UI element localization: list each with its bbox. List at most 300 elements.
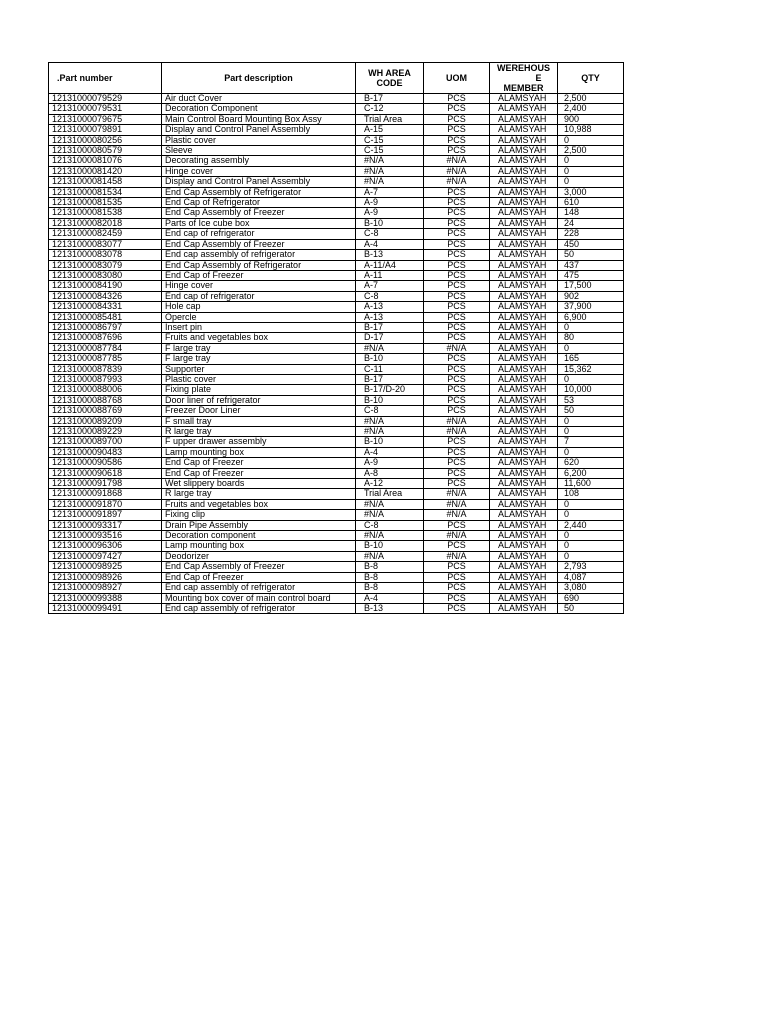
cell-warehouse-member: ALAMSYAH: [490, 177, 558, 187]
cell-wh-area-code: A-9: [356, 198, 424, 208]
cell-part-description: Fruits and vegetables box: [162, 499, 356, 509]
cell-wh-area-code: #N/A: [356, 177, 424, 187]
cell-qty: 0: [558, 531, 624, 541]
table-row: [49, 218, 624, 228]
cell-warehouse-member: ALAMSYAH: [490, 499, 558, 509]
table-row: [49, 94, 624, 104]
cell-part-description: Decoration Component: [162, 104, 356, 114]
cell-warehouse-member: ALAMSYAH: [490, 146, 558, 156]
header-uom: UOM: [424, 63, 490, 94]
cell-warehouse-member: ALAMSYAH: [490, 572, 558, 582]
cell-wh-area-code: A-7: [356, 281, 424, 291]
header-warehouse-member: [490, 63, 558, 94]
cell-part-number: 12131000097427: [49, 551, 162, 561]
cell-uom: PCS: [424, 395, 490, 405]
cell-warehouse-member: ALAMSYAH: [490, 458, 558, 468]
cell-part-number: 12131000091868: [49, 489, 162, 499]
cell-warehouse-member: ALAMSYAH: [490, 333, 558, 343]
cell-wh-area-code: A-4: [356, 593, 424, 603]
cell-wh-area-code: B-8: [356, 562, 424, 572]
cell-wh-area-code: B-10: [356, 218, 424, 228]
cell-part-number: 12131000084190: [49, 281, 162, 291]
table-row: [49, 603, 624, 613]
table-row: [49, 104, 624, 114]
cell-warehouse-member: ALAMSYAH: [490, 489, 558, 499]
cell-uom: PCS: [424, 572, 490, 582]
cell-uom: PCS: [424, 146, 490, 156]
table-row: [49, 291, 624, 301]
table-body: [49, 94, 624, 614]
cell-part-number: 12131000084331: [49, 302, 162, 312]
table-row: [49, 302, 624, 312]
cell-warehouse-member: ALAMSYAH: [490, 291, 558, 301]
cell-part-description: End Cap of Refrigerator: [162, 198, 356, 208]
table-row: [49, 135, 624, 145]
cell-uom: PCS: [424, 520, 490, 530]
cell-qty: 4,087: [558, 572, 624, 582]
cell-uom: PCS: [424, 302, 490, 312]
cell-qty: 2,500: [558, 146, 624, 156]
cell-part-number: 12131000083078: [49, 250, 162, 260]
cell-part-number: 12131000081535: [49, 198, 162, 208]
cell-qty: 902: [558, 291, 624, 301]
cell-part-description: F large tray: [162, 354, 356, 364]
cell-part-description: Opercle: [162, 312, 356, 322]
cell-part-description: End Cap of Freezer: [162, 468, 356, 478]
cell-qty: 50: [558, 406, 624, 416]
cell-part-description: Hinge cover: [162, 166, 356, 176]
cell-warehouse-member: ALAMSYAH: [490, 187, 558, 197]
cell-part-number: 12131000090618: [49, 468, 162, 478]
cell-part-number: 12131000079529: [49, 94, 162, 104]
cell-part-number: 12131000087696: [49, 333, 162, 343]
cell-qty: 0: [558, 447, 624, 457]
cell-qty: 0: [558, 177, 624, 187]
cell-wh-area-code: C-12: [356, 104, 424, 114]
cell-warehouse-member: ALAMSYAH: [490, 406, 558, 416]
cell-part-number: 12131000082018: [49, 218, 162, 228]
cell-qty: 0: [558, 541, 624, 551]
header-warehouse-line1: WEREHOUS: [496, 63, 550, 73]
cell-qty: 7: [558, 437, 624, 447]
table-row: [49, 239, 624, 249]
cell-uom: PCS: [424, 239, 490, 249]
cell-qty: 3,000: [558, 187, 624, 197]
cell-qty: 15,362: [558, 364, 624, 374]
table-row: [49, 458, 624, 468]
cell-part-description: Display and Control Panel Assembly: [162, 125, 356, 135]
cell-uom: #N/A: [424, 510, 490, 520]
cell-qty: 6,200: [558, 468, 624, 478]
table-row: [49, 551, 624, 561]
cell-qty: 0: [558, 322, 624, 332]
cell-uom: #N/A: [424, 489, 490, 499]
cell-warehouse-member: ALAMSYAH: [490, 427, 558, 437]
cell-part-number: 12131000088006: [49, 385, 162, 395]
cell-part-description: Plastic cover: [162, 374, 356, 384]
cell-part-description: Wet slippery boards: [162, 479, 356, 489]
cell-part-number: 12131000081458: [49, 177, 162, 187]
cell-uom: PCS: [424, 354, 490, 364]
cell-part-description: End Cap Assembly of Freezer: [162, 562, 356, 572]
cell-qty: 2,400: [558, 104, 624, 114]
cell-qty: 690: [558, 593, 624, 603]
cell-warehouse-member: ALAMSYAH: [490, 603, 558, 613]
cell-wh-area-code: A-8: [356, 468, 424, 478]
cell-warehouse-member: ALAMSYAH: [490, 166, 558, 176]
cell-part-description: Fruits and vegetables box: [162, 333, 356, 343]
cell-wh-area-code: #N/A: [356, 427, 424, 437]
cell-wh-area-code: A-9: [356, 458, 424, 468]
cell-part-description: Display and Control Panel Assembly: [162, 177, 356, 187]
cell-part-number: 12131000089229: [49, 427, 162, 437]
table-row: [49, 510, 624, 520]
cell-warehouse-member: ALAMSYAH: [490, 416, 558, 426]
cell-qty: 0: [558, 510, 624, 520]
cell-qty: 610: [558, 198, 624, 208]
table-row: [49, 572, 624, 582]
cell-warehouse-member: ALAMSYAH: [490, 385, 558, 395]
cell-part-description: Drain Pipe Assembly: [162, 520, 356, 530]
cell-wh-area-code: B-8: [356, 583, 424, 593]
cell-uom: #N/A: [424, 156, 490, 166]
header-warehouse-line2: E: [535, 73, 542, 83]
cell-qty: 80: [558, 333, 624, 343]
table-row: [49, 198, 624, 208]
cell-qty: 475: [558, 270, 624, 280]
cell-part-number: 12131000098927: [49, 583, 162, 593]
cell-qty: 148: [558, 208, 624, 218]
table-row: [49, 395, 624, 405]
table-row: [49, 385, 624, 395]
table-row: [49, 531, 624, 541]
cell-warehouse-member: ALAMSYAH: [490, 125, 558, 135]
cell-part-number: 12131000088768: [49, 395, 162, 405]
table-row: [49, 499, 624, 509]
cell-part-description: Fixing plate: [162, 385, 356, 395]
cell-warehouse-member: ALAMSYAH: [490, 479, 558, 489]
cell-part-description: Sleeve: [162, 146, 356, 156]
table-row: [49, 208, 624, 218]
cell-part-description: Freezer Door Liner: [162, 406, 356, 416]
cell-part-description: Fixing clip: [162, 510, 356, 520]
cell-wh-area-code: A-7: [356, 187, 424, 197]
cell-uom: PCS: [424, 593, 490, 603]
cell-wh-area-code: C-15: [356, 146, 424, 156]
cell-uom: PCS: [424, 250, 490, 260]
cell-uom: PCS: [424, 135, 490, 145]
table-row: [49, 364, 624, 374]
cell-part-description: F small tray: [162, 416, 356, 426]
inventory-table: [48, 62, 624, 614]
cell-wh-area-code: B-13: [356, 250, 424, 260]
cell-part-number: 12131000093516: [49, 531, 162, 541]
cell-wh-area-code: B-8: [356, 572, 424, 582]
cell-uom: PCS: [424, 114, 490, 124]
cell-part-description: Air duct Cover: [162, 94, 356, 104]
cell-wh-area-code: #N/A: [356, 166, 424, 176]
cell-wh-area-code: A-11/A4: [356, 260, 424, 270]
cell-part-description: End cap assembly of refrigerator: [162, 583, 356, 593]
cell-part-description: End cap assembly of refrigerator: [162, 603, 356, 613]
cell-warehouse-member: ALAMSYAH: [490, 520, 558, 530]
header-wh-area-code: [356, 63, 424, 94]
table-row: [49, 146, 624, 156]
cell-part-number: 12131000093317: [49, 520, 162, 530]
cell-uom: PCS: [424, 270, 490, 280]
header-warehouse-line3: MEMBER: [503, 83, 544, 93]
cell-qty: 24: [558, 218, 624, 228]
cell-wh-area-code: C-15: [356, 135, 424, 145]
cell-part-description: Deodorizer: [162, 551, 356, 561]
cell-qty: 2,440: [558, 520, 624, 530]
table-row: [49, 593, 624, 603]
cell-uom: PCS: [424, 312, 490, 322]
cell-part-number: 12131000087785: [49, 354, 162, 364]
cell-warehouse-member: ALAMSYAH: [490, 156, 558, 166]
cell-part-number: 12131000083080: [49, 270, 162, 280]
cell-part-number: 12131000081534: [49, 187, 162, 197]
cell-warehouse-member: ALAMSYAH: [490, 260, 558, 270]
cell-part-number: 12131000082459: [49, 229, 162, 239]
cell-qty: 2,793: [558, 562, 624, 572]
cell-qty: 6,900: [558, 312, 624, 322]
cell-part-description: Main Control Board Mounting Box Assy: [162, 114, 356, 124]
cell-wh-area-code: C-8: [356, 520, 424, 530]
table-row: [49, 343, 624, 353]
cell-wh-area-code: C-11: [356, 364, 424, 374]
cell-wh-area-code: C-8: [356, 291, 424, 301]
cell-warehouse-member: ALAMSYAH: [490, 468, 558, 478]
table-row: [49, 489, 624, 499]
cell-part-description: Hinge cover: [162, 281, 356, 291]
table-row: [49, 333, 624, 343]
cell-part-description: End Cap of Freezer: [162, 572, 356, 582]
cell-warehouse-member: ALAMSYAH: [490, 583, 558, 593]
cell-part-description: End Cap Assembly of Freezer: [162, 239, 356, 249]
table-row: [49, 520, 624, 530]
cell-part-number: 12131000091870: [49, 499, 162, 509]
table-row: [49, 479, 624, 489]
cell-wh-area-code: #N/A: [356, 156, 424, 166]
cell-warehouse-member: ALAMSYAH: [490, 94, 558, 104]
cell-uom: PCS: [424, 541, 490, 551]
cell-qty: 0: [558, 343, 624, 353]
header-wh-area-line1: WH AREA: [368, 68, 411, 78]
cell-part-description: End Cap Assembly of Freezer: [162, 208, 356, 218]
cell-part-number: 12131000089209: [49, 416, 162, 426]
cell-warehouse-member: ALAMSYAH: [490, 395, 558, 405]
cell-qty: 165: [558, 354, 624, 364]
cell-wh-area-code: B-13: [356, 603, 424, 613]
cell-part-description: Mounting box cover of main control board: [162, 593, 356, 603]
table-row: [49, 166, 624, 176]
cell-part-number: 12131000099491: [49, 603, 162, 613]
table-row: [49, 406, 624, 416]
cell-wh-area-code: A-9: [356, 208, 424, 218]
cell-uom: PCS: [424, 374, 490, 384]
cell-uom: PCS: [424, 125, 490, 135]
cell-qty: 0: [558, 156, 624, 166]
cell-part-description: End cap of refrigerator: [162, 229, 356, 239]
table-row: [49, 541, 624, 551]
cell-part-number: 12131000087784: [49, 343, 162, 353]
table-row: [49, 250, 624, 260]
cell-warehouse-member: ALAMSYAH: [490, 364, 558, 374]
cell-qty: 228: [558, 229, 624, 239]
cell-warehouse-member: ALAMSYAH: [490, 250, 558, 260]
cell-uom: #N/A: [424, 416, 490, 426]
cell-uom: #N/A: [424, 427, 490, 437]
cell-uom: PCS: [424, 437, 490, 447]
cell-warehouse-member: ALAMSYAH: [490, 531, 558, 541]
table-row: [49, 229, 624, 239]
cell-part-number: 12131000091897: [49, 510, 162, 520]
cell-qty: 17,500: [558, 281, 624, 291]
cell-warehouse-member: ALAMSYAH: [490, 510, 558, 520]
cell-part-description: R large tray: [162, 427, 356, 437]
cell-wh-area-code: B-10: [356, 395, 424, 405]
cell-qty: 437: [558, 260, 624, 270]
cell-uom: PCS: [424, 385, 490, 395]
cell-qty: 0: [558, 551, 624, 561]
cell-wh-area-code: B-17/D-20: [356, 385, 424, 395]
cell-wh-area-code: C-8: [356, 229, 424, 239]
cell-warehouse-member: ALAMSYAH: [490, 281, 558, 291]
cell-warehouse-member: ALAMSYAH: [490, 562, 558, 572]
cell-part-number: 12131000087993: [49, 374, 162, 384]
cell-warehouse-member: ALAMSYAH: [490, 198, 558, 208]
cell-uom: PCS: [424, 281, 490, 291]
cell-uom: PCS: [424, 364, 490, 374]
table-row: [49, 374, 624, 384]
cell-warehouse-member: ALAMSYAH: [490, 302, 558, 312]
cell-part-number: 12131000086797: [49, 322, 162, 332]
table-row: [49, 437, 624, 447]
table-row: [49, 260, 624, 270]
cell-part-description: Supporter: [162, 364, 356, 374]
cell-part-number: 12131000096306: [49, 541, 162, 551]
cell-part-description: End Cap of Freezer: [162, 458, 356, 468]
cell-wh-area-code: C-8: [356, 406, 424, 416]
table-row: [49, 114, 624, 124]
cell-part-description: Decorating assembly: [162, 156, 356, 166]
cell-part-description: End cap of refrigerator: [162, 291, 356, 301]
cell-part-description: End Cap of Freezer: [162, 270, 356, 280]
table-row: [49, 125, 624, 135]
cell-part-number: 12131000089700: [49, 437, 162, 447]
table-row: [49, 322, 624, 332]
cell-qty: 0: [558, 374, 624, 384]
header-wh-area-line2: CODE: [376, 78, 403, 88]
cell-qty: 3,080: [558, 583, 624, 593]
cell-warehouse-member: ALAMSYAH: [490, 229, 558, 239]
cell-wh-area-code: D-17: [356, 333, 424, 343]
cell-wh-area-code: A-15: [356, 125, 424, 135]
cell-uom: #N/A: [424, 343, 490, 353]
cell-part-number: 12131000081076: [49, 156, 162, 166]
cell-warehouse-member: ALAMSYAH: [490, 239, 558, 249]
cell-qty: 50: [558, 250, 624, 260]
cell-part-description: Lamp mounting box: [162, 447, 356, 457]
cell-part-number: 12131000083079: [49, 260, 162, 270]
cell-part-description: F upper drawer assembly: [162, 437, 356, 447]
cell-part-description: Door liner of refrigerator: [162, 395, 356, 405]
cell-part-number: 12131000090586: [49, 458, 162, 468]
cell-part-description: End Cap Assembly of Refrigerator: [162, 260, 356, 270]
cell-part-number: 12131000084326: [49, 291, 162, 301]
cell-uom: PCS: [424, 94, 490, 104]
cell-qty: 0: [558, 427, 624, 437]
cell-part-description: R large tray: [162, 489, 356, 499]
cell-wh-area-code: #N/A: [356, 510, 424, 520]
cell-part-number: 12131000098925: [49, 562, 162, 572]
cell-part-number: 12131000079531: [49, 104, 162, 114]
header-part-number: .Part number: [49, 63, 162, 94]
cell-uom: PCS: [424, 406, 490, 416]
cell-part-description: End cap assembly of refrigerator: [162, 250, 356, 260]
cell-part-number: 12131000081420: [49, 166, 162, 176]
cell-wh-area-code: A-13: [356, 312, 424, 322]
cell-part-number: 12131000098926: [49, 572, 162, 582]
cell-qty: 108: [558, 489, 624, 499]
cell-wh-area-code: #N/A: [356, 551, 424, 561]
table-row: [49, 447, 624, 457]
cell-part-description: Parts of Ice cube box: [162, 218, 356, 228]
table-row: [49, 468, 624, 478]
cell-qty: 620: [558, 458, 624, 468]
cell-uom: PCS: [424, 562, 490, 572]
table-row: [49, 562, 624, 572]
cell-uom: PCS: [424, 218, 490, 228]
cell-part-description: Plastic cover: [162, 135, 356, 145]
header-row: [49, 63, 624, 94]
cell-qty: 37,900: [558, 302, 624, 312]
cell-uom: #N/A: [424, 177, 490, 187]
table-row: [49, 416, 624, 426]
cell-qty: 450: [558, 239, 624, 249]
cell-part-number: 12131000085481: [49, 312, 162, 322]
cell-qty: 11,600: [558, 479, 624, 489]
cell-uom: #N/A: [424, 166, 490, 176]
cell-uom: #N/A: [424, 551, 490, 561]
cell-uom: PCS: [424, 187, 490, 197]
cell-part-number: 12131000079675: [49, 114, 162, 124]
cell-wh-area-code: A-4: [356, 239, 424, 249]
cell-part-number: 12131000080256: [49, 135, 162, 145]
cell-warehouse-member: ALAMSYAH: [490, 374, 558, 384]
cell-part-description: End Cap Assembly of Refrigerator: [162, 187, 356, 197]
cell-part-number: 12131000099388: [49, 593, 162, 603]
cell-part-number: 12131000091798: [49, 479, 162, 489]
cell-uom: PCS: [424, 291, 490, 301]
table-row: [49, 281, 624, 291]
table-row: [49, 583, 624, 593]
cell-qty: 10,988: [558, 125, 624, 135]
cell-wh-area-code: B-17: [356, 94, 424, 104]
cell-wh-area-code: B-10: [356, 541, 424, 551]
cell-uom: PCS: [424, 468, 490, 478]
cell-wh-area-code: #N/A: [356, 416, 424, 426]
cell-warehouse-member: ALAMSYAH: [490, 447, 558, 457]
cell-warehouse-member: ALAMSYAH: [490, 354, 558, 364]
cell-warehouse-member: ALAMSYAH: [490, 135, 558, 145]
cell-wh-area-code: B-17: [356, 322, 424, 332]
cell-uom: PCS: [424, 458, 490, 468]
cell-warehouse-member: ALAMSYAH: [490, 437, 558, 447]
cell-uom: PCS: [424, 322, 490, 332]
cell-uom: PCS: [424, 229, 490, 239]
